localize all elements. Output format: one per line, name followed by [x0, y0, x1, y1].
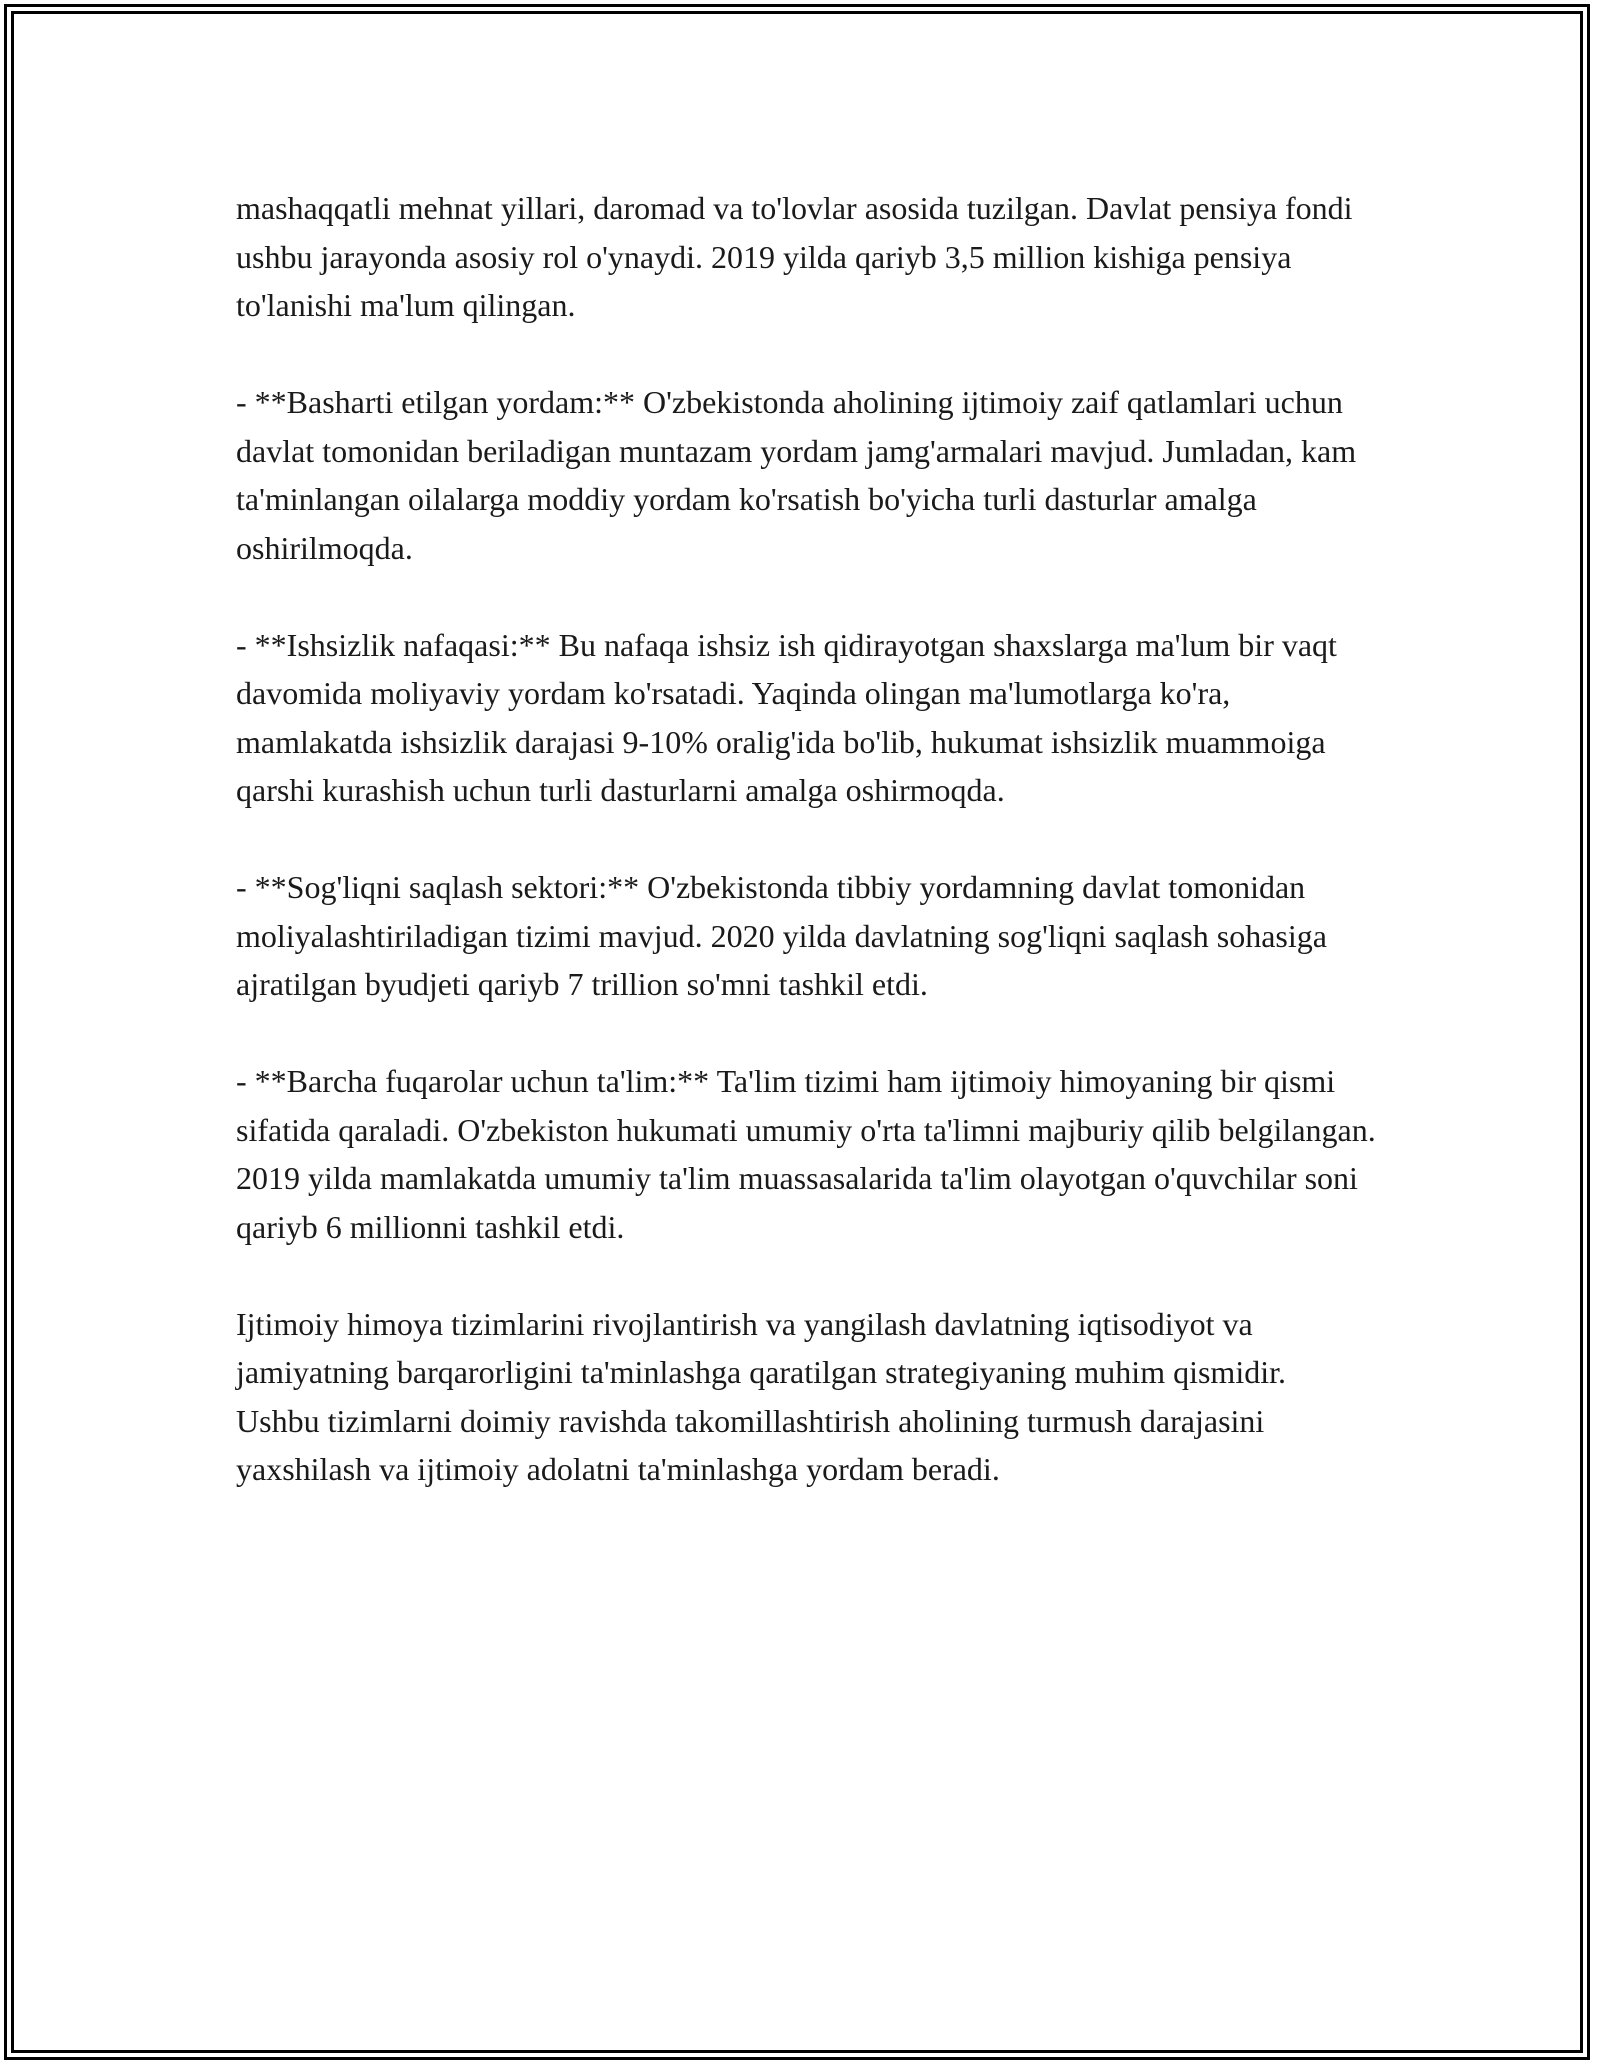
document-body	[236, 184, 1376, 1542]
paragraph-conclusion: Ijtimoiy himoya tizimlarini rivojlantirish va yangilash davlatning iqtisodiyot va jamiyatning barqarorligini ta'minlashga qaratilgan strategiyaning muhim qismidir. Ushbu tizimlarni doimiy ravishda takomillashtirish aholining turmush darajasini yaxshilash va ijtimoiy adolatni ta'minlashga yordam beradi.	[236, 1305, 1286, 1487]
paragraph-pension: mashaqqatli mehnat yillari, daromad va to'lovlar asosida tuzilgan. Davlat pensiya fondi ushbu jarayonda asosiy rol o'ynaydi. 2019 yilda qariyb 3,5 million kishiga pensiya to'lanishi ma'lum qilingan.	[236, 190, 1353, 323]
paragraph-unemployment-benefit: - **Ishsizlik nafaqasi:** Bu nafaqa ishsiz ish qidirayotgan shaxslarga ma'lum bir vaqt davomida moliyaviy yordam ko'rsatadi. Yaqinda olingan ma'lumotlarga ko'ra, mamlakatda ishsizlik darajasi 9-10% oralig'ida bo'lib, hukumat ishsizlik muammoiga qarshi kurashish uchun turli dasturlarni amalga oshirmoqda.	[236, 626, 1337, 808]
paragraph-education: - **Barcha fuqarolar uchun ta'lim:** Ta'lim tizimi ham ijtimoiy himoyaning bir qismi sifatida qaraladi. O'zbekiston hukumati umumiy o'rta ta'limni majburiy qilib belgilangan. 2019 yilda mamlakatda umumiy ta'lim muassasalarida ta'lim olayotgan o'quvchilar soni qariyb 6 millionni tashkil etdi.	[236, 1063, 1376, 1245]
paragraph-healthcare: - **Sog'liqni saqlash sektori:** O'zbekistonda tibbiy yordamning davlat tomonidan moliyalashtiriladigan tizimi mavjud. 2020 yilda davlatning sog'liqni saqlash sohasiga ajratilgan byudjeti qariyb 7 trillion so'mni tashkil etdi.	[236, 869, 1327, 1002]
paragraph-social-assistance: - **Basharti etilgan yordam:** O'zbekistonda aholining ijtimoiy zaif qatlamlari uchun davlat tomonidan beriladigan muntazam yordam jamg'armalari mavjud. Jumladan, kam ta'minlangan oilalarga moddiy yordam ko'rsatish bo'yicha turli dasturlar amalga oshirilmoqda.	[236, 384, 1357, 566]
